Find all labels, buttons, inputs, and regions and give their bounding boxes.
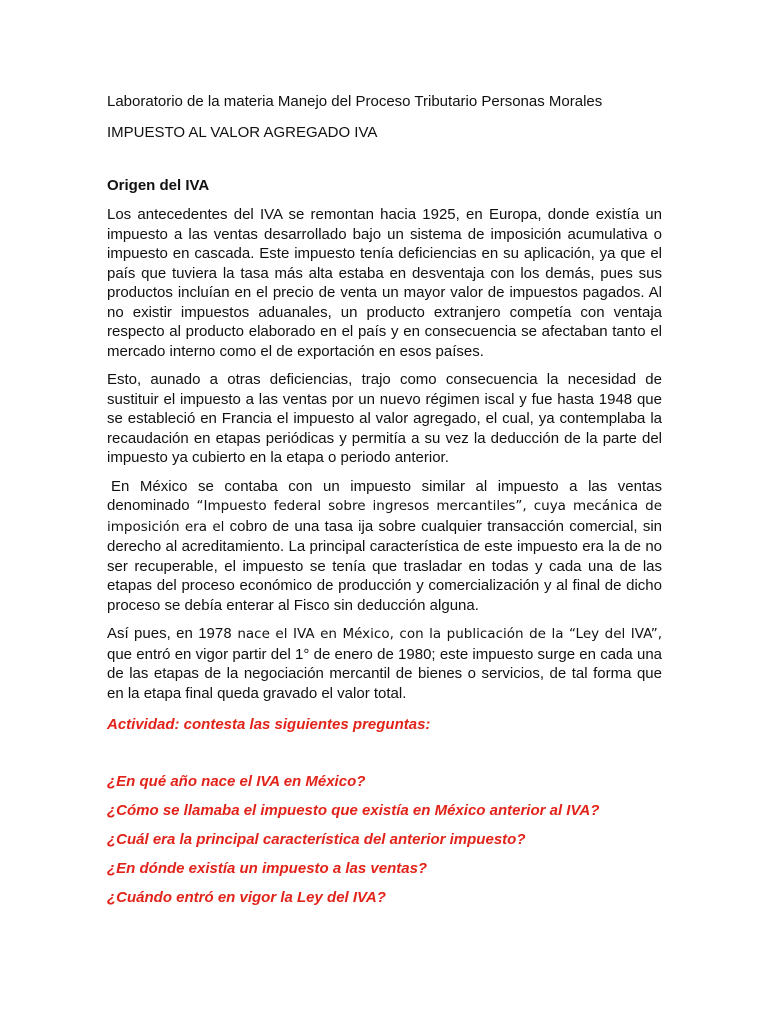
paragraph-mexico-part1: En México se contaba con un impuesto similar al impuesto a las ventas denominado [107, 477, 662, 514]
question-item: ¿En qué año nace el IVA en México? [107, 773, 366, 790]
question-item: ¿Cuál era la principal característica del anterior impuesto? [107, 831, 526, 848]
paragraph-antecedentes: Los antecedentes del IVA se remontan hacia 1925, en Europa, donde existía un impuesto a las ventas desarrollado bajo un sistema de imposición acumulativa o impuesto en cascada. Este impuesto tenía deficiencias en su aplicación, ya que el país que tuviera la tasa más alta estaba en desventaja con los demás, pues sus productos incluían en el precio de venta un mayor valor de impuestos pagados. Al no existir impuestos aduanales, un producto extranjero competía con ventaja respecto al producto elaborado en el país y en consecuencia se afectaban tanto el mercado interno como el de exportación en esos países. [107, 206, 662, 360]
activity-instruction: Actividad: contesta las siguientes preguntas: [107, 716, 431, 733]
question-item: ¿En dónde existía un impuesto a las ventas? [107, 860, 428, 877]
question-item: ¿Cómo se llamaba el impuesto que existía en México anterior al IVA? [107, 802, 600, 819]
question-list [107, 772, 662, 907]
paragraph-mexico [107, 477, 662, 616]
paragraph-mexico-part3: cobro de una tasa ija sobre cualquier transacción comercial, sin derecho al acreditamiento. La principal característica de este impuesto era la de no ser recuperable, el impuesto se tenía que trasladar en todas y cada una de las etapas del proceso económico de producción y comercialización y al final de dicho proceso se debía enterar al Fisco sin deducción alguna. [107, 517, 662, 614]
paragraph-ley-iva [107, 624, 662, 703]
course-line: Laboratorio de la materia Manejo del Proceso Tributario Personas Morales [107, 93, 603, 110]
document-page [107, 92, 662, 917]
paragraph-ley-iva-part1: Así pues, en 197 [107, 625, 224, 642]
section-heading: Origen del IVA [107, 177, 210, 194]
paragraph-ley-iva-part3: que entró en vigor partir del 1° de enero de 1980; este impuesto surge en cada una de las etapas de la negociación mercantil de bienes o servicios, de tal forma que en la etapa final queda gravado el valor total. [107, 645, 662, 702]
document-title: IMPUESTO AL VALOR AGREGADO IVA [107, 124, 378, 141]
paragraph-mexico-part2: “Impuesto federal sobre ingresos mercantiles”, cuya mecánica de imposición era el [107, 498, 662, 535]
question-item: ¿Cuándo entró en vigor la Ley del IVA? [107, 889, 386, 906]
paragraph-ley-iva-part2: 8 nace el IVA en México, con la publicación de la “Ley del IVA”, [223, 626, 662, 642]
paragraph-sustitucion: Esto, aunado a otras deficiencias, trajo como consecuencia la necesidad de sustituir el impuesto a las ventas por un nuevo régimen iscal y fue hasta 1948 que se estableció en Francia el impuesto al valor agregado, el cual, ya contemplaba la recaudación en etapas periódicas y permitía a su vez la deducción de la parte del impuesto ya cubierto en la etapa o periodo anterior. [107, 371, 662, 466]
